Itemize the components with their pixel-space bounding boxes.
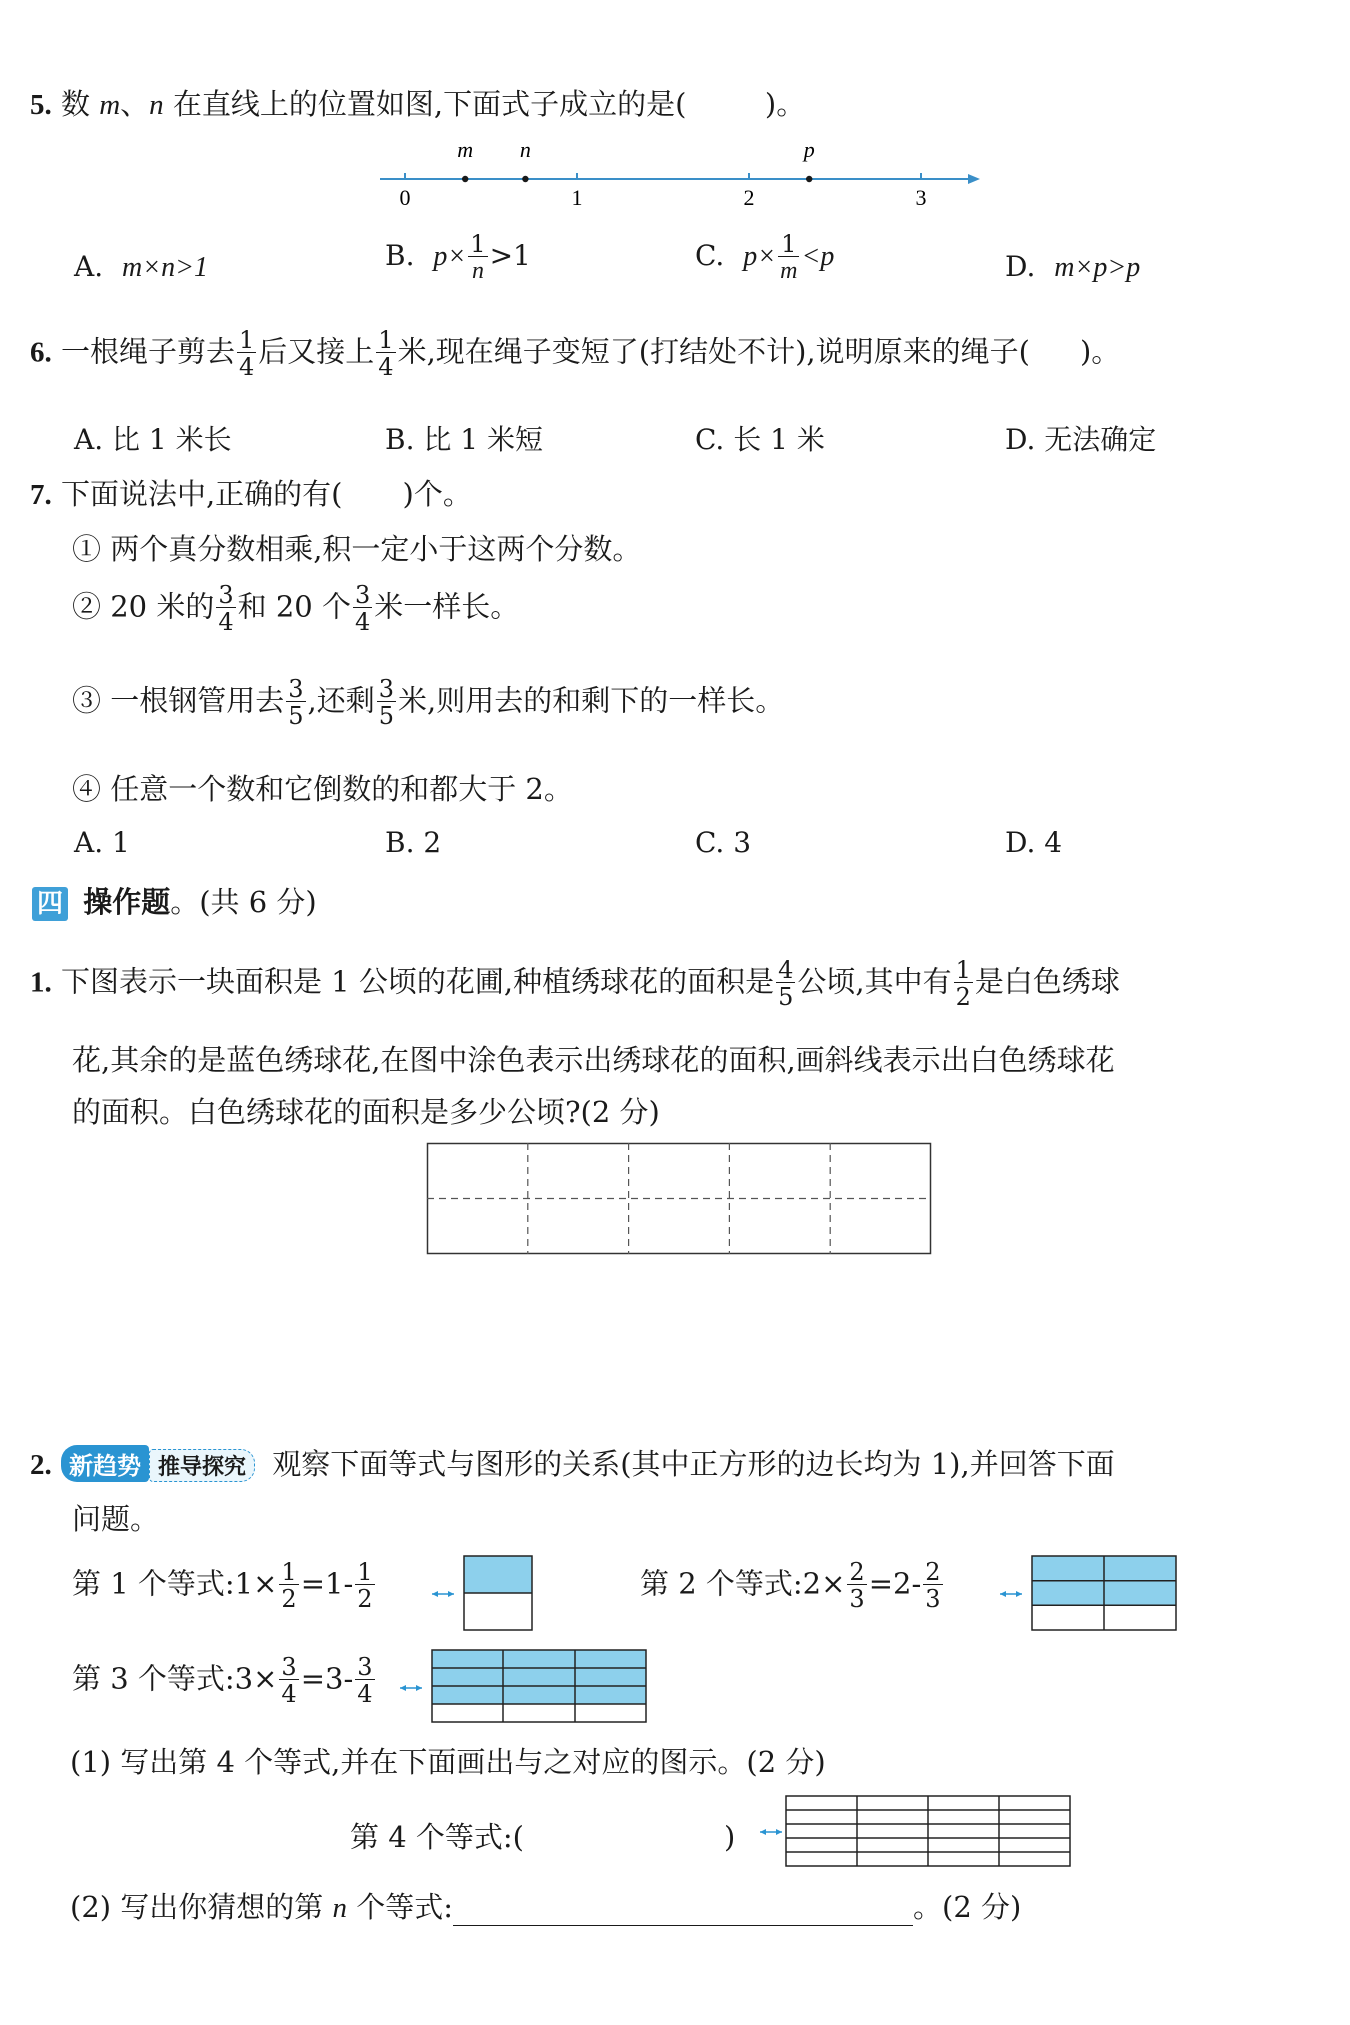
frac-num: 4 [778, 956, 794, 984]
eq1-figure [432, 1556, 532, 1632]
tick-label-0: 0 [399, 185, 411, 210]
q7-s3-text-c: 米,则用去的和剩下的一样长。 [398, 683, 785, 718]
p2-line-2: 问题。 [72, 1502, 160, 1536]
sub2-text-a: (2) 写出你猜想的第 [70, 1890, 324, 1924]
point-label-p: p [803, 137, 815, 162]
tick-label-2: 2 [743, 185, 755, 210]
frac-den: 2 [955, 983, 971, 1011]
frac-den: 4 [281, 1680, 297, 1708]
point-label-m: m [457, 137, 474, 162]
q5-option-d-label: D. [1005, 250, 1036, 283]
section-title: 操作题 [83, 885, 171, 919]
sub2-var-n: n [332, 1892, 348, 1924]
frac-num: 3 [218, 581, 234, 609]
eq3 [72, 1655, 377, 1706]
q5-option-a-label: A. [74, 250, 104, 283]
point-n [522, 176, 528, 182]
frac-den: 3 [925, 1585, 941, 1613]
q7-option-c[interactable]: C. 3 [695, 826, 752, 859]
frac-num: 1 [378, 326, 394, 354]
q7-s2-fraction-1 [216, 583, 235, 634]
p1-fraction-2 [954, 958, 973, 1009]
frac-den: 2 [357, 1585, 373, 1613]
section-badge: 四 [32, 887, 68, 921]
q5-text-post: 在直线上的位置如图,下面式子成立的是( [172, 87, 687, 121]
point-m [462, 176, 468, 182]
eq4-figure[interactable] [760, 1794, 1060, 1874]
p1-number: 1. [30, 966, 52, 999]
q7-s2-text-a: ② 20 米的 [72, 589, 215, 624]
q7-statement-1: ① 两个真分数相乘,积一定小于这两个分数。 [72, 532, 642, 566]
frac-num: 3 [281, 1653, 297, 1681]
q5-option-a[interactable] [74, 250, 208, 284]
frac-den: 4 [357, 1680, 373, 1708]
tick-label-3: 3 [915, 185, 927, 210]
q5-option-a-expr: m×n>1 [122, 252, 209, 283]
eq2-label: 第 2 个等式:2× [640, 1566, 846, 1601]
q6-fraction-2 [376, 328, 395, 379]
q5-option-b-pre: p× [433, 241, 467, 272]
frac-den: 4 [238, 353, 255, 381]
frac-den: 4 [218, 608, 234, 636]
frac-den: 4 [378, 353, 394, 381]
q7-s3-fraction-2 [377, 677, 396, 728]
q7-s3-text-b: ,还剩 [307, 683, 375, 718]
q5-text-pre: 数 [60, 87, 90, 121]
p2-number: 2. [30, 1449, 52, 1481]
eq2-mid: =2- [868, 1566, 922, 1601]
q5-option-d[interactable] [1005, 250, 1140, 284]
tick-label-1: 1 [571, 185, 583, 210]
eq3-fraction-1 [279, 1655, 298, 1706]
eq1 [72, 1560, 377, 1611]
q5-sep: 、 [120, 87, 150, 121]
p2-sub-2 [70, 1885, 1021, 1926]
q7-s3-text-a: ③ 一根钢管用去 [72, 683, 285, 718]
q7-s2-text-b: 和 20 个 [237, 589, 351, 624]
frac-num: 2 [925, 1558, 941, 1586]
q7-stem [30, 472, 472, 513]
frac-den: 5 [378, 702, 394, 730]
frac-num: 1 [281, 1558, 297, 1586]
q6-text-2: 后又接上 [258, 334, 375, 369]
eq3-figure [400, 1650, 650, 1726]
p1-text-2: 公顷,其中有 [797, 964, 952, 999]
frac-den: 3 [849, 1585, 865, 1613]
q5-var-m: m [99, 89, 121, 121]
frac-den: 2 [281, 1585, 297, 1613]
q5-var-n: n [149, 89, 164, 121]
eq2 [640, 1560, 945, 1611]
q7-statement-2 [72, 583, 519, 634]
frac-den: 5 [288, 702, 304, 730]
p1-line-2: 花,其余的是蓝色绣球花,在图中涂色表示出绣球花的面积,画斜线表示出白色绣球花 [72, 1043, 1115, 1077]
p1-line-3: 的面积。白色绣球花的面积是多少公顷?(2 分) [72, 1095, 660, 1129]
p2-line-1 [30, 1442, 1115, 1483]
eq3-mid: =3- [300, 1661, 354, 1696]
q7-option-d[interactable]: D. 4 [1005, 826, 1063, 859]
q7-option-b[interactable]: B. 2 [385, 826, 442, 859]
q6-number: 6. [30, 336, 52, 369]
frac-num: 2 [849, 1558, 865, 1586]
point-label-n: n [519, 137, 531, 162]
q7-text-end: )个。 [402, 477, 472, 511]
q7-s2-text-c: 米一样长。 [374, 589, 520, 624]
frac-num: 1 [778, 232, 799, 257]
q5-option-c-label: C. [695, 239, 725, 272]
eq3-label: 第 3 个等式:3× [72, 1661, 278, 1696]
q6-option-a[interactable]: A. 比 1 米长 [74, 423, 232, 456]
q5-text-end: )。 [764, 87, 806, 121]
frac-den: 4 [354, 608, 371, 636]
p2-sub-1: (1) 写出第 4 个等式,并在下面画出与之对应的图示。(2 分) [70, 1745, 826, 1779]
q5-option-c-fraction [778, 232, 799, 283]
section-score: 。(共 6 分) [170, 885, 317, 919]
q5-option-b[interactable] [385, 232, 531, 283]
frac-den: n [471, 258, 484, 284]
q5-option-b-label: B. [385, 239, 415, 272]
q5-stem [30, 82, 805, 123]
answer-blank[interactable] [453, 1895, 913, 1926]
sub2-text-b: 个等式: [356, 1890, 454, 1924]
q7-s2-fraction-2 [353, 583, 372, 634]
q5-option-c-pre: p× [743, 241, 777, 272]
number-line [380, 130, 980, 220]
q6-text-1: 一根绳子剪去 [60, 334, 235, 369]
q7-number: 7. [30, 479, 52, 511]
frac-num: 3 [357, 1653, 373, 1681]
frac-num: 1 [955, 956, 971, 984]
eq3-fraction-2 [355, 1655, 374, 1706]
q7-statement-3 [72, 677, 784, 728]
q6-option-d[interactable]: D. 无法确定 [1005, 423, 1157, 456]
q7-option-a[interactable]: A. 1 [74, 826, 130, 859]
q7-s3-fraction-1 [286, 677, 305, 728]
q6-option-b[interactable]: B. 比 1 米短 [385, 423, 543, 456]
explore-tag: 推导探究 [149, 1449, 255, 1482]
p1-fraction-1 [776, 958, 795, 1009]
eq2-figure [1000, 1556, 1180, 1632]
q5-option-c[interactable] [695, 232, 834, 283]
trend-tag: 新趋势 [61, 1445, 149, 1482]
frac-num: 3 [354, 581, 371, 609]
q7-text: 下面说法中,正确的有( [60, 477, 343, 511]
eq2-fraction-2 [923, 1560, 942, 1611]
q6-option-c[interactable]: C. 长 1 米 [695, 423, 825, 456]
q5-number: 5. [30, 89, 52, 121]
frac-num: 1 [470, 230, 486, 258]
frac-den: m [780, 258, 798, 284]
frac-num: 3 [288, 675, 304, 703]
frac-num: 1 [238, 326, 255, 354]
q6-stem [30, 328, 1120, 379]
section-header [32, 880, 317, 921]
q5-option-c-post: <p [801, 241, 835, 272]
q6-text-3: 米,现在绳子变短了(打结处不计),说明原来的绳子( [397, 334, 1030, 369]
q6-text-4: )。 [1079, 334, 1121, 369]
eq4-label: 第 4 个等式:( [350, 1820, 524, 1854]
eq1-fraction-1 [279, 1560, 298, 1611]
frac-den: 5 [778, 983, 794, 1011]
point-p [806, 176, 812, 182]
flower-bed-grid[interactable] [427, 1143, 932, 1255]
q7-statement-4: ④ 任意一个数和它倒数的和都大于 2。 [72, 772, 573, 806]
p1-text-1: 下图表示一块面积是 1 公顷的花圃,种植绣球花的面积是 [60, 964, 775, 999]
eq1-mid: =1- [300, 1566, 354, 1601]
q5-option-b-fraction [468, 232, 487, 283]
q5-option-d-expr: m×p>p [1054, 252, 1141, 283]
p1-text-3: 是白色绣球 [974, 964, 1120, 999]
p1-line-1 [30, 958, 1120, 1009]
frac-num: 1 [357, 1558, 373, 1586]
sub2-text-c: 。(2 分) [913, 1890, 1022, 1924]
eq4-end: ) [723, 1820, 736, 1854]
p2-text-1: 观察下面等式与图形的关系(其中正方形的边长均为 1),并回答下面 [272, 1447, 1115, 1481]
q6-fraction-1 [237, 328, 256, 379]
frac-num: 3 [378, 675, 394, 703]
eq4[interactable] [350, 1815, 735, 1856]
eq1-fraction-2 [355, 1560, 374, 1611]
eq1-label: 第 1 个等式:1× [72, 1566, 278, 1601]
eq2-fraction-1 [847, 1560, 866, 1611]
q5-option-b-post: >1 [489, 239, 531, 272]
